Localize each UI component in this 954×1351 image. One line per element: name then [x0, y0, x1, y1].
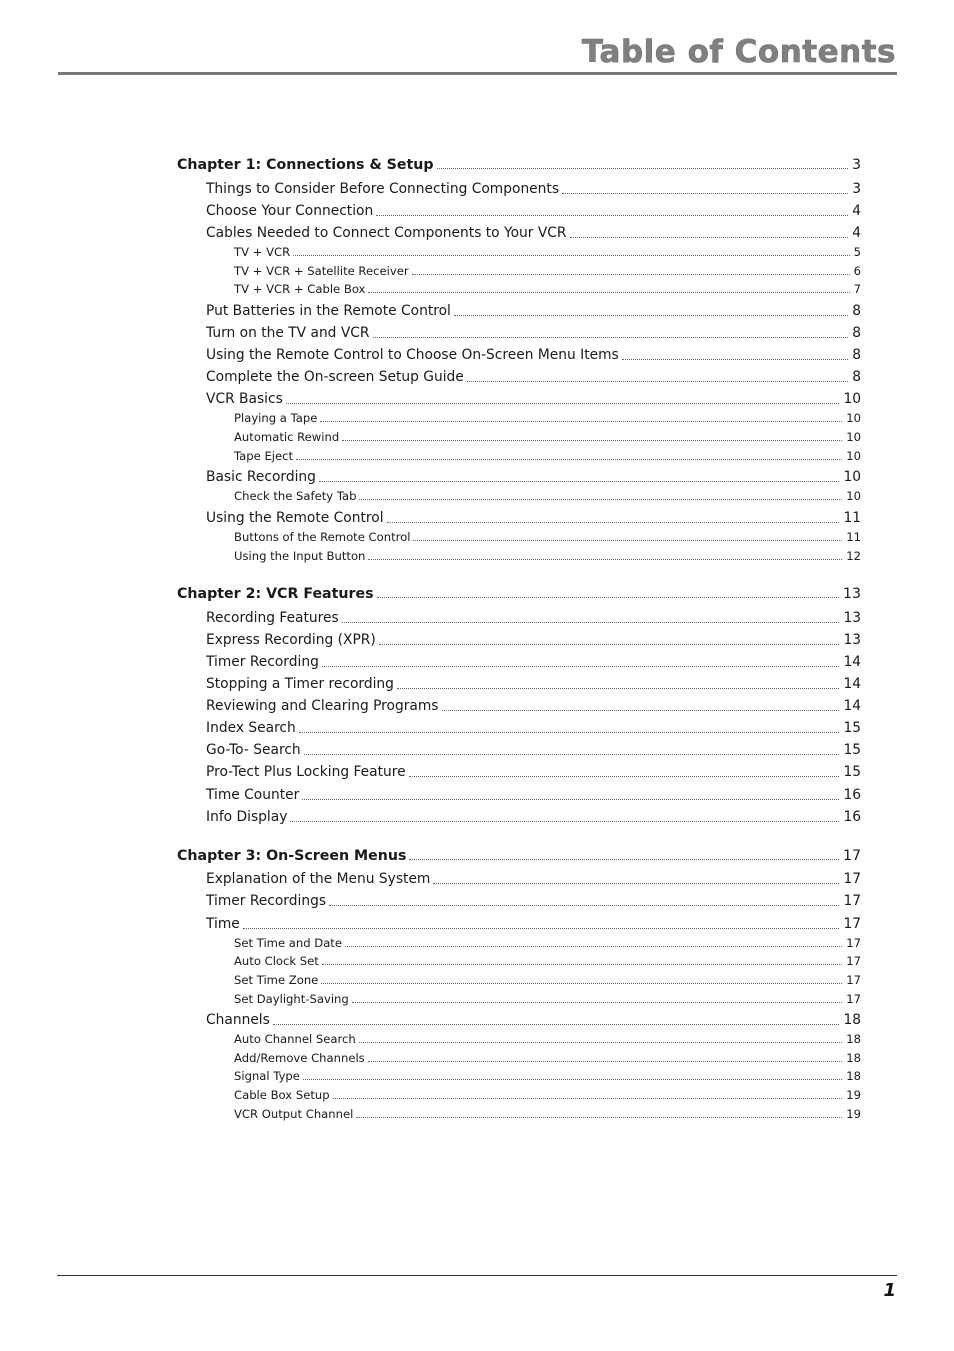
toc-section-entry[interactable] [206, 744, 861, 758]
toc-entry-page: 8 [852, 325, 861, 341]
toc-section-entry[interactable] [206, 766, 861, 780]
toc-entry-label: Timer Recording [206, 654, 319, 670]
toc-entry-label: Put Batteries in the Remote Control [206, 303, 451, 319]
toc-entry-label: TV + VCR + Cable Box [234, 282, 366, 296]
toc-entry-label: Chapter 2: VCR Features [177, 586, 374, 602]
page-title: Table of Contents [581, 34, 896, 70]
toc-subsection-entry[interactable] [234, 432, 861, 444]
toc-subsection-entry[interactable] [234, 1090, 861, 1102]
toc-section-entry[interactable] [206, 205, 861, 219]
toc-entry-label: Choose Your Connection [206, 203, 374, 219]
toc-entry-page: 3 [852, 181, 861, 197]
dot-leader [412, 274, 850, 275]
toc-entry-page: 18 [843, 1012, 861, 1028]
toc-entry-page: 15 [843, 720, 861, 736]
dot-leader [320, 421, 842, 422]
toc-entry-label: Complete the On-screen Setup Guide [206, 369, 464, 385]
toc-entry-label: Set Daylight-Saving [234, 992, 349, 1006]
toc-entry-label: Turn on the TV and VCR [206, 325, 370, 341]
dot-leader [273, 1024, 840, 1025]
footer-divider [57, 1275, 897, 1276]
toc-entry-label: Things to Consider Before Connecting Components [206, 181, 560, 197]
dot-leader [413, 540, 842, 541]
toc-entry-label: Cables Needed to Connect Components to Your VCR [206, 225, 567, 241]
toc-entry-page: 19 [846, 1107, 861, 1121]
dot-leader [359, 499, 842, 500]
toc-subsection-entry[interactable] [234, 1053, 861, 1065]
toc-section-entry[interactable] [206, 227, 861, 241]
toc-subsection-entry[interactable] [234, 938, 861, 950]
toc-entry-label: Add/Remove Channels [234, 1051, 365, 1065]
toc-entry-page: 16 [843, 787, 861, 803]
toc-entry-page: 15 [843, 742, 861, 758]
toc-subsection-entry[interactable] [234, 1034, 861, 1046]
toc-entry-page: 10 [846, 489, 861, 503]
toc-subsection-entry[interactable] [234, 491, 861, 503]
toc-entry-page: 17 [843, 893, 861, 909]
toc-section-entry[interactable] [206, 1014, 861, 1028]
dot-leader [467, 381, 848, 382]
toc-entry-label: Set Time Zone [234, 973, 319, 987]
toc-chapter-entry[interactable] [177, 849, 861, 863]
toc-section-entry[interactable] [206, 789, 861, 803]
toc-entry-label: Info Display [206, 809, 288, 825]
dot-leader [368, 559, 842, 560]
dot-leader [376, 215, 848, 216]
dot-leader [342, 622, 840, 623]
toc-entry-page: 17 [843, 871, 861, 887]
toc-entry-label: Automatic Rewind [234, 430, 340, 444]
dot-leader [570, 237, 849, 238]
page-number: 1 [883, 1280, 896, 1301]
title-divider [58, 72, 897, 75]
toc-section-entry[interactable] [206, 349, 861, 363]
dot-leader [243, 928, 840, 929]
toc-section-entry[interactable] [206, 895, 861, 909]
dot-leader [377, 597, 839, 598]
toc-entry-label: Reviewing and Clearing Programs [206, 698, 439, 714]
toc-entry-label: Explanation of the Menu System [206, 871, 431, 887]
toc-subsection-entry[interactable] [234, 284, 861, 296]
toc-entry-label: VCR Basics [206, 391, 283, 407]
dot-leader [345, 946, 842, 947]
toc-entry-page: 17 [846, 973, 861, 987]
toc-entry-page: 17 [842, 848, 861, 864]
toc-section-entry[interactable] [206, 393, 861, 407]
toc-entry-page: 8 [852, 369, 861, 385]
toc-entry-page: 17 [846, 954, 861, 968]
toc-section-entry[interactable] [206, 918, 861, 932]
toc-entry-page: 8 [852, 303, 861, 319]
toc-entry-page: 13 [842, 586, 861, 602]
dot-leader [409, 776, 840, 777]
toc-section-entry[interactable] [206, 873, 861, 887]
toc-section-entry[interactable] [206, 634, 861, 648]
toc-entry-page: 13 [843, 610, 861, 626]
dot-leader [433, 883, 839, 884]
toc-section-entry[interactable] [206, 722, 861, 736]
toc-section-entry[interactable] [206, 471, 861, 485]
toc-entry-label: Basic Recording [206, 469, 316, 485]
dot-leader [302, 799, 839, 800]
toc-section-entry[interactable] [206, 371, 861, 385]
toc-subsection-entry[interactable] [234, 451, 861, 463]
toc-entry-page: 10 [843, 391, 861, 407]
toc-entry-label: Channels [206, 1012, 270, 1028]
dot-leader [454, 315, 848, 316]
dot-leader [562, 193, 848, 194]
toc-section-entry[interactable] [206, 305, 861, 319]
toc-subsection-entry[interactable] [234, 956, 861, 968]
dot-leader [303, 1079, 842, 1080]
dot-leader [290, 821, 839, 822]
toc-entry-label: Playing a Tape [234, 411, 318, 425]
dot-leader [368, 292, 849, 293]
toc-entry-page: 18 [846, 1069, 861, 1083]
toc-subsection-entry[interactable] [234, 994, 861, 1006]
toc-entry-page: 14 [843, 676, 861, 692]
toc-entry-label: Signal Type [234, 1069, 300, 1083]
toc-entry-page: 7 [853, 282, 861, 296]
dot-leader [437, 168, 848, 169]
toc-entry-page: 8 [852, 347, 861, 363]
toc-entry-label: Time Counter [206, 787, 300, 803]
toc-section-entry[interactable] [206, 811, 861, 825]
toc-entry-label: Go-To- Search [206, 742, 301, 758]
dot-leader [387, 522, 840, 523]
toc-entry-label: Auto Clock Set [234, 954, 319, 968]
toc-entry-label: Pro-Tect Plus Locking Feature [206, 764, 406, 780]
toc-entry-page: 4 [852, 203, 861, 219]
toc-entry-label: Check the Safety Tab [234, 489, 357, 503]
toc-entry-label: Time [206, 916, 240, 932]
dot-leader [329, 905, 839, 906]
toc-subsection-entry[interactable] [234, 1071, 861, 1083]
dot-leader [342, 440, 842, 441]
toc-section-entry[interactable] [206, 678, 861, 692]
toc-entry-page: 10 [846, 449, 861, 463]
dot-leader [373, 337, 849, 338]
dot-leader [379, 644, 840, 645]
dot-leader [352, 1002, 842, 1003]
toc-entry-page: 14 [843, 698, 861, 714]
toc-section-entry[interactable] [206, 183, 861, 197]
toc-entry-label: TV + VCR [234, 245, 291, 259]
toc-entry-label: TV + VCR + Satellite Receiver [234, 264, 409, 278]
dot-leader [622, 359, 848, 360]
dot-leader [359, 1042, 843, 1043]
toc-subsection-entry[interactable] [234, 551, 861, 563]
toc-entry-label: Stopping a Timer recording [206, 676, 394, 692]
toc-section-entry[interactable] [206, 327, 861, 341]
toc-entry-label: Chapter 3: On-Screen Menus [177, 848, 407, 864]
toc-entry-page: 16 [843, 809, 861, 825]
dot-leader [333, 1098, 843, 1099]
toc-entry-page: 10 [846, 411, 861, 425]
toc-entry-label: Cable Box Setup [234, 1088, 330, 1102]
toc-entry-page: 17 [846, 936, 861, 950]
dot-leader [319, 481, 840, 482]
dot-leader [356, 1117, 842, 1118]
toc-entry-label: VCR Output Channel [234, 1107, 354, 1121]
toc-entry-page: 12 [846, 549, 861, 563]
toc-subsection-entry[interactable] [234, 413, 861, 425]
toc-section-entry[interactable] [206, 612, 861, 626]
toc-subsection-entry[interactable] [234, 532, 861, 544]
toc-entry-label: Tape Eject [234, 449, 294, 463]
toc-chapter-entry[interactable] [177, 158, 861, 172]
dot-leader [409, 859, 839, 860]
dot-leader [322, 964, 842, 965]
toc-entry-page: 10 [846, 430, 861, 444]
toc-entry-label: Timer Recordings [206, 893, 327, 909]
dot-leader [299, 732, 840, 733]
toc-entry-label: Express Recording (XPR) [206, 632, 376, 648]
toc-subsection-entry[interactable] [234, 266, 861, 278]
toc-section-entry[interactable] [206, 512, 861, 526]
dot-leader [293, 255, 849, 256]
toc-entry-page: 6 [853, 264, 861, 278]
toc-subsection-entry[interactable] [234, 975, 861, 987]
dot-leader [397, 688, 840, 689]
dot-leader [286, 403, 840, 404]
toc-entry-label: Using the Remote Control to Choose On-Screen Menu Items [206, 347, 619, 363]
toc-entry-page: 3 [851, 157, 861, 173]
toc-entry-page: 5 [853, 245, 861, 259]
toc-entry-page: 19 [846, 1088, 861, 1102]
toc-entry-label: Using the Remote Control [206, 510, 384, 526]
toc-entry-label: Auto Channel Search [234, 1032, 356, 1046]
toc-entry-label: Chapter 1: Connections & Setup [177, 157, 434, 173]
toc-entry-label: Recording Features [206, 610, 339, 626]
toc-entry-page: 4 [852, 225, 861, 241]
dot-leader [304, 754, 840, 755]
toc-section-entry[interactable] [206, 700, 861, 714]
toc-entry-page: 17 [846, 992, 861, 1006]
toc-entry-page: 10 [843, 469, 861, 485]
toc-entry-label: Index Search [206, 720, 296, 736]
toc-entry-page: 17 [843, 916, 861, 932]
dot-leader [368, 1061, 843, 1062]
toc-entry-label: Buttons of the Remote Control [234, 530, 411, 544]
toc-entry-page: 18 [846, 1032, 861, 1046]
dot-leader [322, 666, 840, 667]
toc-entry-label: Using the Input Button [234, 549, 366, 563]
toc-entry-page: 15 [843, 764, 861, 780]
toc-entry-page: 14 [843, 654, 861, 670]
toc-entry-page: 11 [843, 510, 861, 526]
toc-entry-page: 18 [846, 1051, 861, 1065]
toc-subsection-entry[interactable] [234, 1109, 861, 1121]
toc-subsection-entry[interactable] [234, 247, 861, 259]
dot-leader [442, 710, 840, 711]
toc-chapter-entry[interactable] [177, 587, 861, 601]
toc-entry-page: 11 [846, 530, 861, 544]
dot-leader [321, 983, 842, 984]
toc-section-entry[interactable] [206, 656, 861, 670]
toc-entry-label: Set Time and Date [234, 936, 342, 950]
dot-leader [296, 459, 842, 460]
toc-entry-page: 13 [843, 632, 861, 648]
